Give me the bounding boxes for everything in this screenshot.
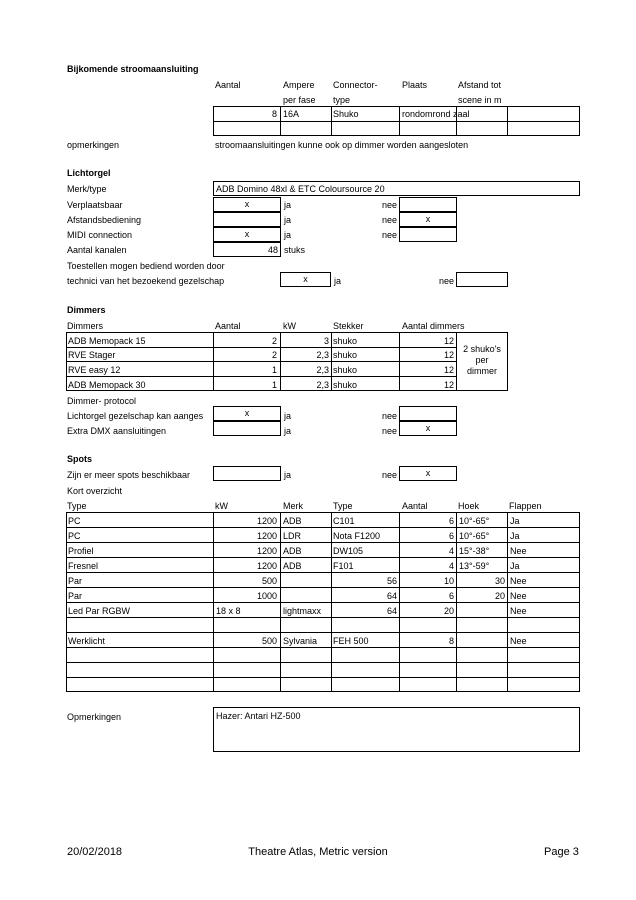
lichtorgel-verplaatsbaar-nee: nee [382,200,398,210]
spot-kw: 500 [261,636,277,646]
dimmers-section-title: Dimmers [67,305,106,315]
footer-date: 20/02/2018 [67,846,123,858]
spot-type2: FEH 500 [333,636,369,646]
power-cell-aantal: 8 [271,109,277,119]
spot-merk: ADB [283,546,302,556]
dimmer-aantal-dimmers: 12 [443,365,454,375]
spot-merk: LDR [283,531,302,541]
dimmers-lichtorgel-nee: nee [382,411,398,421]
dimmers-lichtorgel-label: Lichtorgel gezelschap kan aanges [67,411,204,421]
spot-kw: 500 [261,576,277,586]
dimmer-aantal: 1 [271,380,277,390]
dimmers-header-stekker: Stekker [333,321,364,331]
spot-type2: F101 [333,561,354,571]
power-header-afstand-2: scene in m [458,95,502,105]
spots-header-flappen: Flappen [509,501,542,511]
spot-hoek: 20 [494,591,505,601]
lichtorgel-toestellen-ja: ja [334,276,342,286]
power-header-ampere-2: per fase [283,95,316,105]
dimmers-dmx-ja-box[interactable] [213,421,281,436]
dimmer-kw: 3 [323,336,329,346]
dimmer-aantal: 2 [271,350,277,360]
dimmer-stekker: shuko [333,350,358,360]
spot-hoek: 15°-38° [459,546,490,556]
spot-type2: Nota F1200 [333,531,381,541]
spot-type: PC [68,516,81,526]
spot-aantal: 6 [448,516,454,526]
dimmers-dmx-label: Extra DMX aansluitingen [67,426,167,436]
spot-merk: lightmaxx [283,606,322,616]
spot-kw: 1200 [256,516,277,526]
spot-merk: ADB [283,516,302,526]
spot-flappen: Nee [510,606,527,616]
spot-type: Par [68,591,83,601]
spots-meer-nee: nee [382,470,398,480]
dimmers-dmx-nee-mark: x [425,423,431,433]
spot-flappen: Nee [510,636,527,646]
lichtorgel-toestellen-nee-box[interactable] [456,272,508,287]
dimmers-header-aantal-dimmers: Aantal dimmers [402,321,465,331]
lichtorgel-midi-nee-box[interactable] [399,227,457,242]
spots-header-type: Type [67,501,87,511]
lichtorgel-midi-nee: nee [382,230,398,240]
spot-hoek: 30 [494,576,505,586]
lichtorgel-afstandsbediening-nee-mark: x [425,214,431,224]
spot-type: Werklicht [68,636,105,646]
dimmer-aantal: 2 [271,336,277,346]
remarks-value: Hazer: Antari HZ-500 [216,711,301,721]
spots-header-hoek: Hoek [458,501,480,511]
spot-kw: 1000 [256,591,277,601]
power-header-afstand: Afstand tot [458,80,502,90]
power-header-ampere: Ampere [283,80,315,90]
lichtorgel-midi-ja-mark: x [244,229,250,239]
lichtorgel-merk-value: ADB Domino 48xl & ETC Coloursource 20 [216,184,385,194]
dimmers-dmx-ja: ja [284,426,292,436]
spot-type: Fresnel [68,561,99,571]
spot-type: Led Par RGBW [68,606,131,616]
dimmers-protocol-label: Dimmer- protocol [67,396,137,406]
spot-type2: 56 [386,576,397,586]
spot-type2: 64 [386,591,397,601]
power-header-connector-2: type [333,95,351,105]
spot-kw: 1200 [256,531,277,541]
spots-meer-label: Zijn er meer spots beschikbaar [67,470,191,480]
lichtorgel-afstandsbediening-label: Afstandsbediening [67,215,142,225]
dimmer-name: ADB Memopack 15 [68,336,146,346]
dimmers-header-kw: kW [283,321,296,331]
spot-aantal: 20 [443,606,454,616]
power-cell-ampere: 16A [283,109,300,119]
lichtorgel-verplaatsbaar-ja-mark: x [244,199,250,209]
lichtorgel-toestellen-ja-mark: x [303,274,308,284]
spot-flappen: Nee [510,591,527,601]
dimmers-note-line1: 2 shuko's [463,344,501,354]
spot-merk: Sylvania [283,636,318,646]
dimmer-aantal-dimmers: 12 [443,380,454,390]
lichtorgel-kanalen-unit: stuks [284,245,306,255]
spot-type: Profiel [68,546,94,556]
spots-overzicht-label: Kort overzicht [67,486,123,496]
dimmers-note-line3: dimmer [466,366,497,376]
power-header-plaats: Plaats [402,80,428,90]
dimmers-header-aantal: Aantal [215,321,241,331]
lichtorgel-afstandsbediening-ja-box[interactable] [213,212,281,227]
dimmers-lichtorgel-ja: ja [284,411,292,421]
spot-merk: ADB [283,561,302,571]
spot-kw: 18 x 8 [216,606,241,616]
lichtorgel-midi-ja: ja [284,230,292,240]
dimmer-kw: 2,3 [316,350,329,360]
spot-flappen: Ja [510,561,520,571]
spot-aantal: 6 [448,591,454,601]
power-cell-connector: Shuko [333,109,359,119]
dimmer-name: RVE easy 12 [68,365,121,375]
spot-kw: 1200 [256,546,277,556]
spot-flappen: Nee [510,546,527,556]
spot-type2: DW105 [333,546,364,556]
lichtorgel-kanalen-value: 48 [267,245,278,255]
spot-flappen: Nee [510,576,527,586]
spots-header-aantal: Aantal [402,501,428,511]
dimmer-aantal-dimmers: 12 [443,350,454,360]
lichtorgel-verplaatsbaar-ja: ja [284,200,292,210]
dimmer-name: ADB Memopack 30 [68,380,146,390]
power-header-aantal: Aantal [215,80,241,90]
spot-aantal: 10 [443,576,454,586]
remarks-label: Opmerkingen [67,712,122,722]
dimmer-aantal: 1 [271,365,277,375]
spots-header-kw: kW [215,501,228,511]
lichtorgel-merk-label: Merk/type [67,184,107,194]
dimmer-kw: 2,3 [316,365,329,375]
footer-page-number: Page 3 [544,846,579,858]
lichtorgel-toestellen-line2: technici van het bezoekend gezelschap [67,276,225,286]
lichtorgel-afstandsbediening-nee: nee [382,215,398,225]
dimmers-lichtorgel-nee-box[interactable] [399,406,457,421]
spot-aantal: 6 [448,531,454,541]
lichtorgel-section-title: Lichtorgel [67,168,111,178]
spot-aantal: 4 [448,561,454,571]
power-remarks: stroomaansluitingen kunne ook op dimmer worden aangesloten [215,140,469,150]
spots-meer-ja: ja [284,470,292,480]
lichtorgel-verplaatsbaar-label: Verplaatsbaar [67,200,123,210]
spot-type: PC [68,531,81,541]
lichtorgel-afstandsbediening-ja: ja [284,215,292,225]
dimmer-aantal-dimmers: 12 [443,336,454,346]
power-section-title: Bijkomende stroomaansluiting [67,64,199,74]
spots-header-merk: Merk [283,501,303,511]
dimmers-lichtorgel-ja-mark: x [244,408,250,418]
power-header-connector: Connector- [333,80,378,90]
dimmer-stekker: shuko [333,380,358,390]
spot-kw: 1200 [256,561,277,571]
spot-hoek: 13°-59° [459,561,490,571]
lichtorgel-toestellen-nee: nee [439,276,455,286]
dimmers-header-name: Dimmers [67,321,103,331]
lichtorgel-toestellen-line1: Toestellen mogen bediend worden door [67,261,225,271]
power-cell-plaats: rondomrond zaal [402,109,470,119]
spot-flappen: Ja [510,516,520,526]
dimmers-dmx-nee: nee [382,426,398,436]
spot-hoek: 10°-65° [459,516,490,526]
spots-header-type2: Type [333,501,353,511]
footer-title: Theatre Atlas, Metric version [248,846,388,858]
spots-meer-nee-mark: x [425,468,431,478]
spot-type: Par [68,576,83,586]
lichtorgel-midi-label: MIDI connection [67,230,133,240]
dimmer-stekker: shuko [333,336,358,346]
dimmer-stekker: shuko [333,365,358,375]
spot-aantal: 4 [448,546,454,556]
spot-hoek: 10°-65° [459,531,490,541]
spots-section-title: Spots [67,454,93,464]
dimmer-kw: 2,3 [316,380,329,390]
spot-type2: 64 [386,606,397,616]
dimmer-name: RVE Stager [68,350,116,360]
spots-meer-ja-box[interactable] [213,466,281,481]
lichtorgel-verplaatsbaar-nee-box[interactable] [399,197,457,212]
spot-flappen: Ja [510,531,520,541]
spot-aantal: 8 [448,636,454,646]
spot-type2: C101 [333,516,355,526]
power-remarks-label: opmerkingen [67,140,120,150]
lichtorgel-kanalen-label: Aantal kanalen [67,245,127,255]
dimmers-note-line2: per [475,355,489,365]
